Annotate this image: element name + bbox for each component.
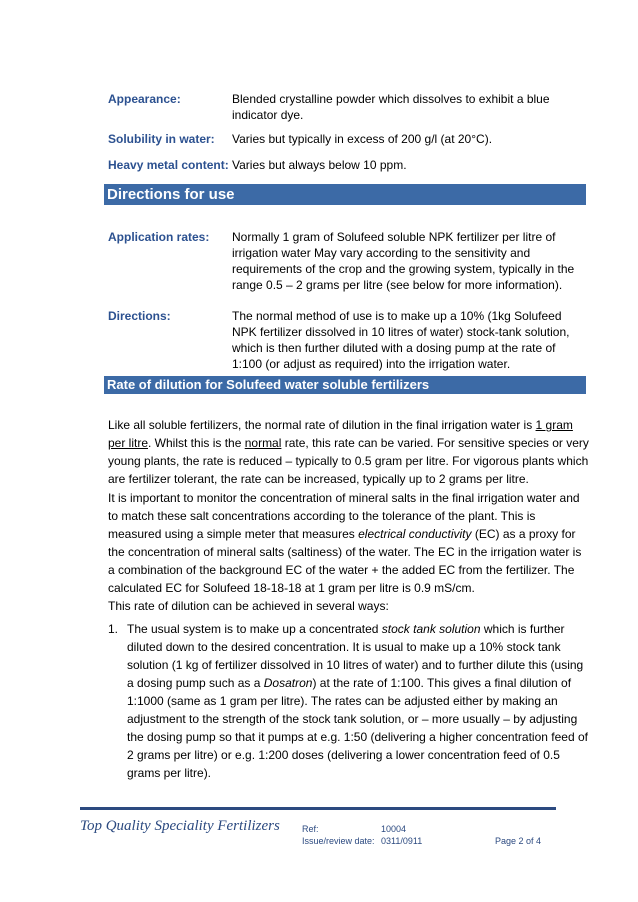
- item-label: Application rates:: [108, 230, 210, 244]
- text-run: rate, this rate can be varied. For sensitive species or very young plants, the rate is reduced – typically to 0.5 gram per litre. For vigorous plants which are fertilizer tolerant, the rate can be increased, typically up to 2 grams per litre.: [108, 436, 589, 486]
- footer-brand: Top Quality Speciality Fertilizers: [80, 818, 280, 834]
- italic-text: Dosatron: [263, 676, 313, 690]
- property-value: Varies but always below 10 ppm.: [232, 158, 407, 172]
- footer-page-number: Page 2 of 4: [495, 836, 542, 846]
- list-number: 1.: [108, 622, 119, 636]
- property-label: Heavy metal content:: [108, 158, 229, 172]
- footer-review-label: Issue/review date:: [302, 836, 375, 846]
- item-directions: [108, 308, 588, 372]
- italic-text: electrical conductivity: [358, 527, 472, 541]
- item-application-rates: [108, 229, 588, 293]
- item-value: Normally 1 gram of Solufeed soluble NPK fertilizer per litre of irrigation water May vary according to the sensitivity and requirements of the crop and the growing system, typically in the range 0.5 – 2 grams per litre (see below for more information).: [232, 230, 575, 292]
- property-heavy-metal: [108, 157, 588, 173]
- text-run: . Whilst this is the: [148, 436, 245, 450]
- text-run: The usual system is to make up a concentrated: [127, 622, 382, 636]
- section-heading-directions: [104, 184, 586, 205]
- paragraph-dilution-intro: [108, 416, 590, 488]
- italic-text: stock tank solution: [381, 622, 481, 636]
- underlined-text: normal: [244, 436, 282, 450]
- section-title: Rate of dilution for Solufeed water soluble fertilizers: [107, 377, 430, 392]
- item-label: Directions:: [108, 309, 171, 323]
- property-value: Varies but typically in excess of 200 g/l (at 20°C).: [232, 132, 493, 146]
- footer-ref-value: 10004: [381, 824, 407, 834]
- underlined-text: 1 gram per litre: [108, 418, 573, 450]
- section-heading-dilution: [104, 376, 586, 394]
- list-item: [127, 620, 591, 782]
- property-appearance: [108, 91, 588, 123]
- item-value: The normal method of use is to make up a 10% (1kg Solufeed NPK fertilizer dissolved in 10 litres of water) stock-tank solution, which is then further diluted with a dosing pump at the rate of 1:100 (or adjust as required) into the irrigation water.: [232, 309, 570, 371]
- footer-review-value: 0311/0911: [381, 836, 423, 846]
- text-run: which is further diluted down to the desired concentration. It is usual to make up a 10% stock tank solution (1 kg of fertilizer dissolved in 10 litres of water) and to further dilute this (using a dosing pump such as a: [127, 622, 584, 690]
- property-solubility: [108, 131, 588, 147]
- text-run: ) at the rate of 1:100. This gives a final dilution of 1:1000 (same as 1 gram per litre). The rates can be adjusted either by making an adjustment to the strength of the stock tank solution, or – more usually – by adjusting the dosing pump so that it pumps at e.g. 1:50 (delivering a higher concentration feed of 2 grams per litre) or e.g. 1:200 doses (delivering a lower concentration feed of 0.5 grams per litre).: [127, 676, 588, 780]
- text-run: It is important to monitor the concentration of mineral salts in the final irrigation water and to match these salt concentrations according to the tolerance of the plant. This is measured using a simple meter that measures: [108, 491, 580, 541]
- property-label: Appearance:: [108, 92, 181, 106]
- section-title: Directions for use: [107, 186, 235, 203]
- footer-ref-label: Ref:: [302, 824, 319, 834]
- text-run: Like all soluble fertilizers, the normal rate of dilution in the final irrigation water is: [108, 418, 536, 432]
- paragraph-ways: This rate of dilution can be achieved in several ways:: [108, 599, 389, 613]
- text-run: (EC) as a proxy for the concentration of mineral salts (saltiness) of the water. The EC in the irrigation water is a combination of the background EC of the water + the added EC from the fertilizer. The calculated EC for Solufeed 18-18-18 at 1 gram per litre is 0.9 mS/cm.: [108, 527, 582, 595]
- paragraph-monitoring: [108, 489, 590, 597]
- footer-divider: [80, 807, 556, 810]
- property-label: Solubility in water:: [108, 132, 215, 146]
- property-value: Blended crystalline powder which dissolves to exhibit a blue indicator dye.: [232, 92, 550, 122]
